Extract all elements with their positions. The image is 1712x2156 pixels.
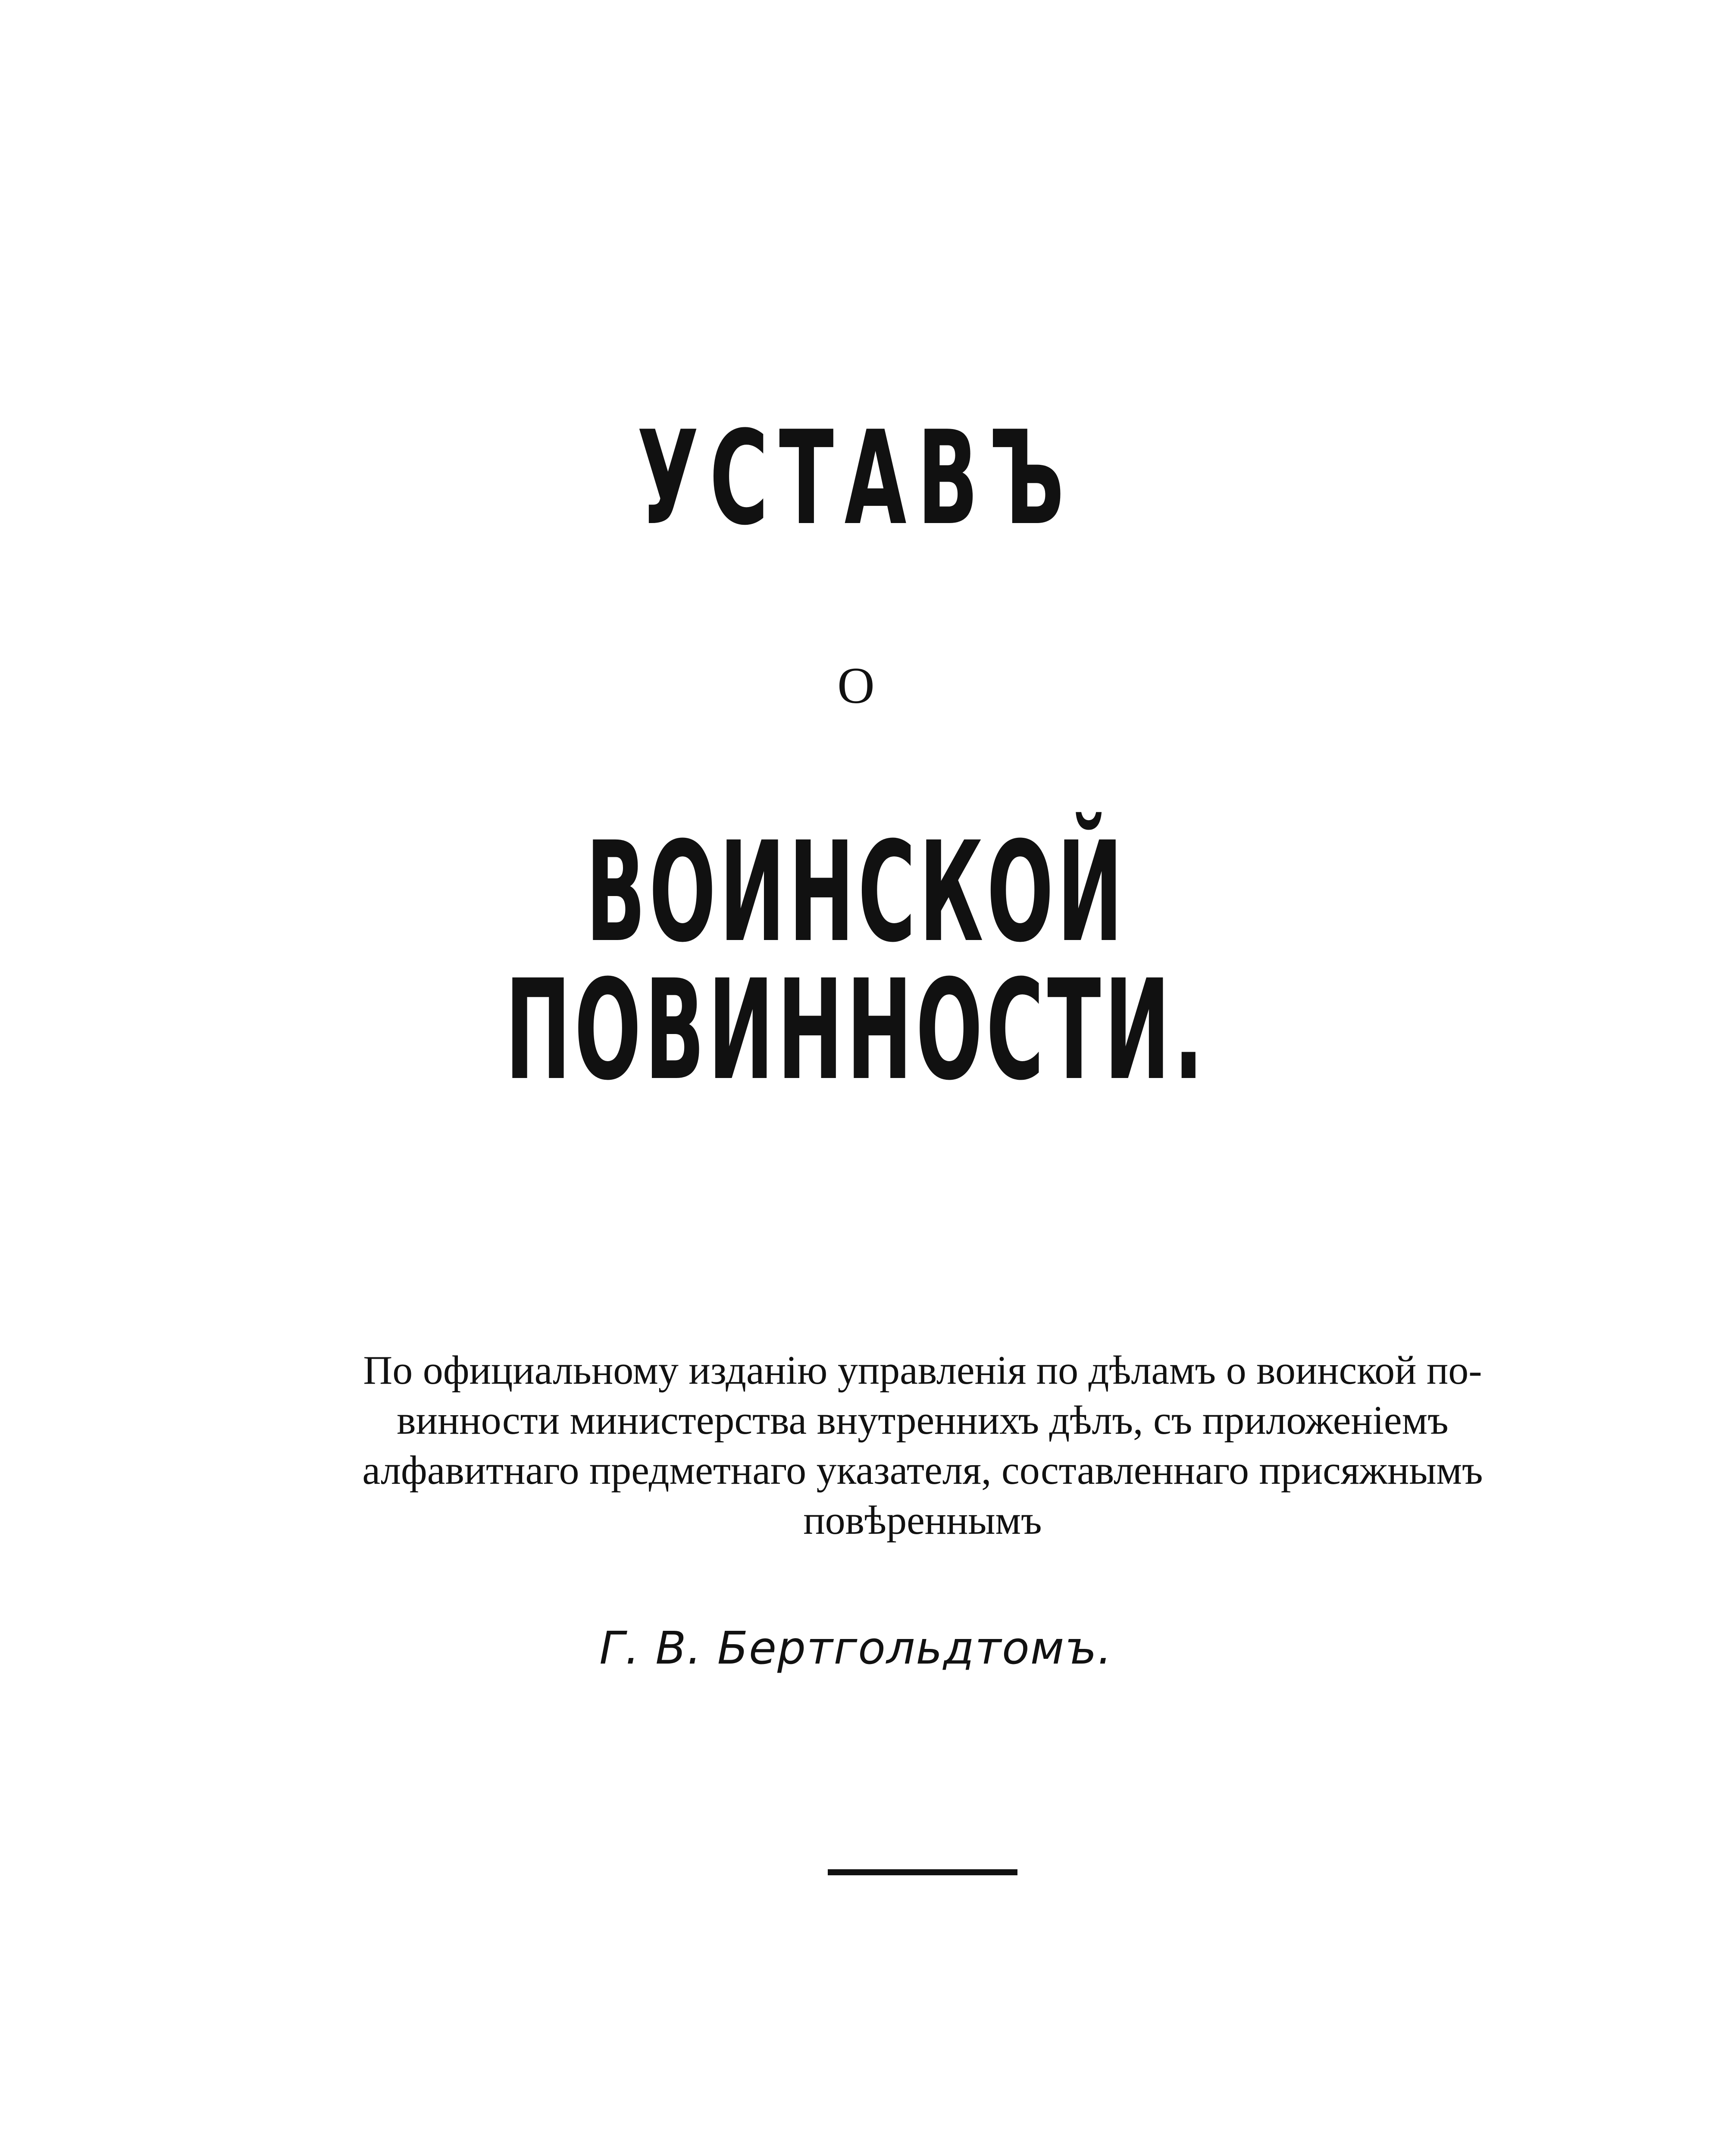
title-conjunction: О [837, 657, 875, 714]
description-line: алфавитнаго предметнаго указателя, составленнаго присяжнымъ [362, 1448, 1483, 1493]
edition-description [250, 1345, 1595, 1545]
divider-rule [828, 1869, 1017, 1875]
book-subtitle: ВОИНСКОЙ ПОВИННОСТИ. [505, 812, 1207, 1111]
description-line: винности министерства внутреннихъ дѣлъ, съ приложеніемъ [397, 1398, 1449, 1443]
description-line: повѣреннымъ [803, 1498, 1042, 1543]
description-line: По официальному изданію управленія по дѣламъ о воинской по- [363, 1348, 1482, 1393]
book-title: УСТАВЪ [637, 403, 1075, 554]
author-name: Г. В. Бертгольдтомъ. [599, 1622, 1113, 1674]
